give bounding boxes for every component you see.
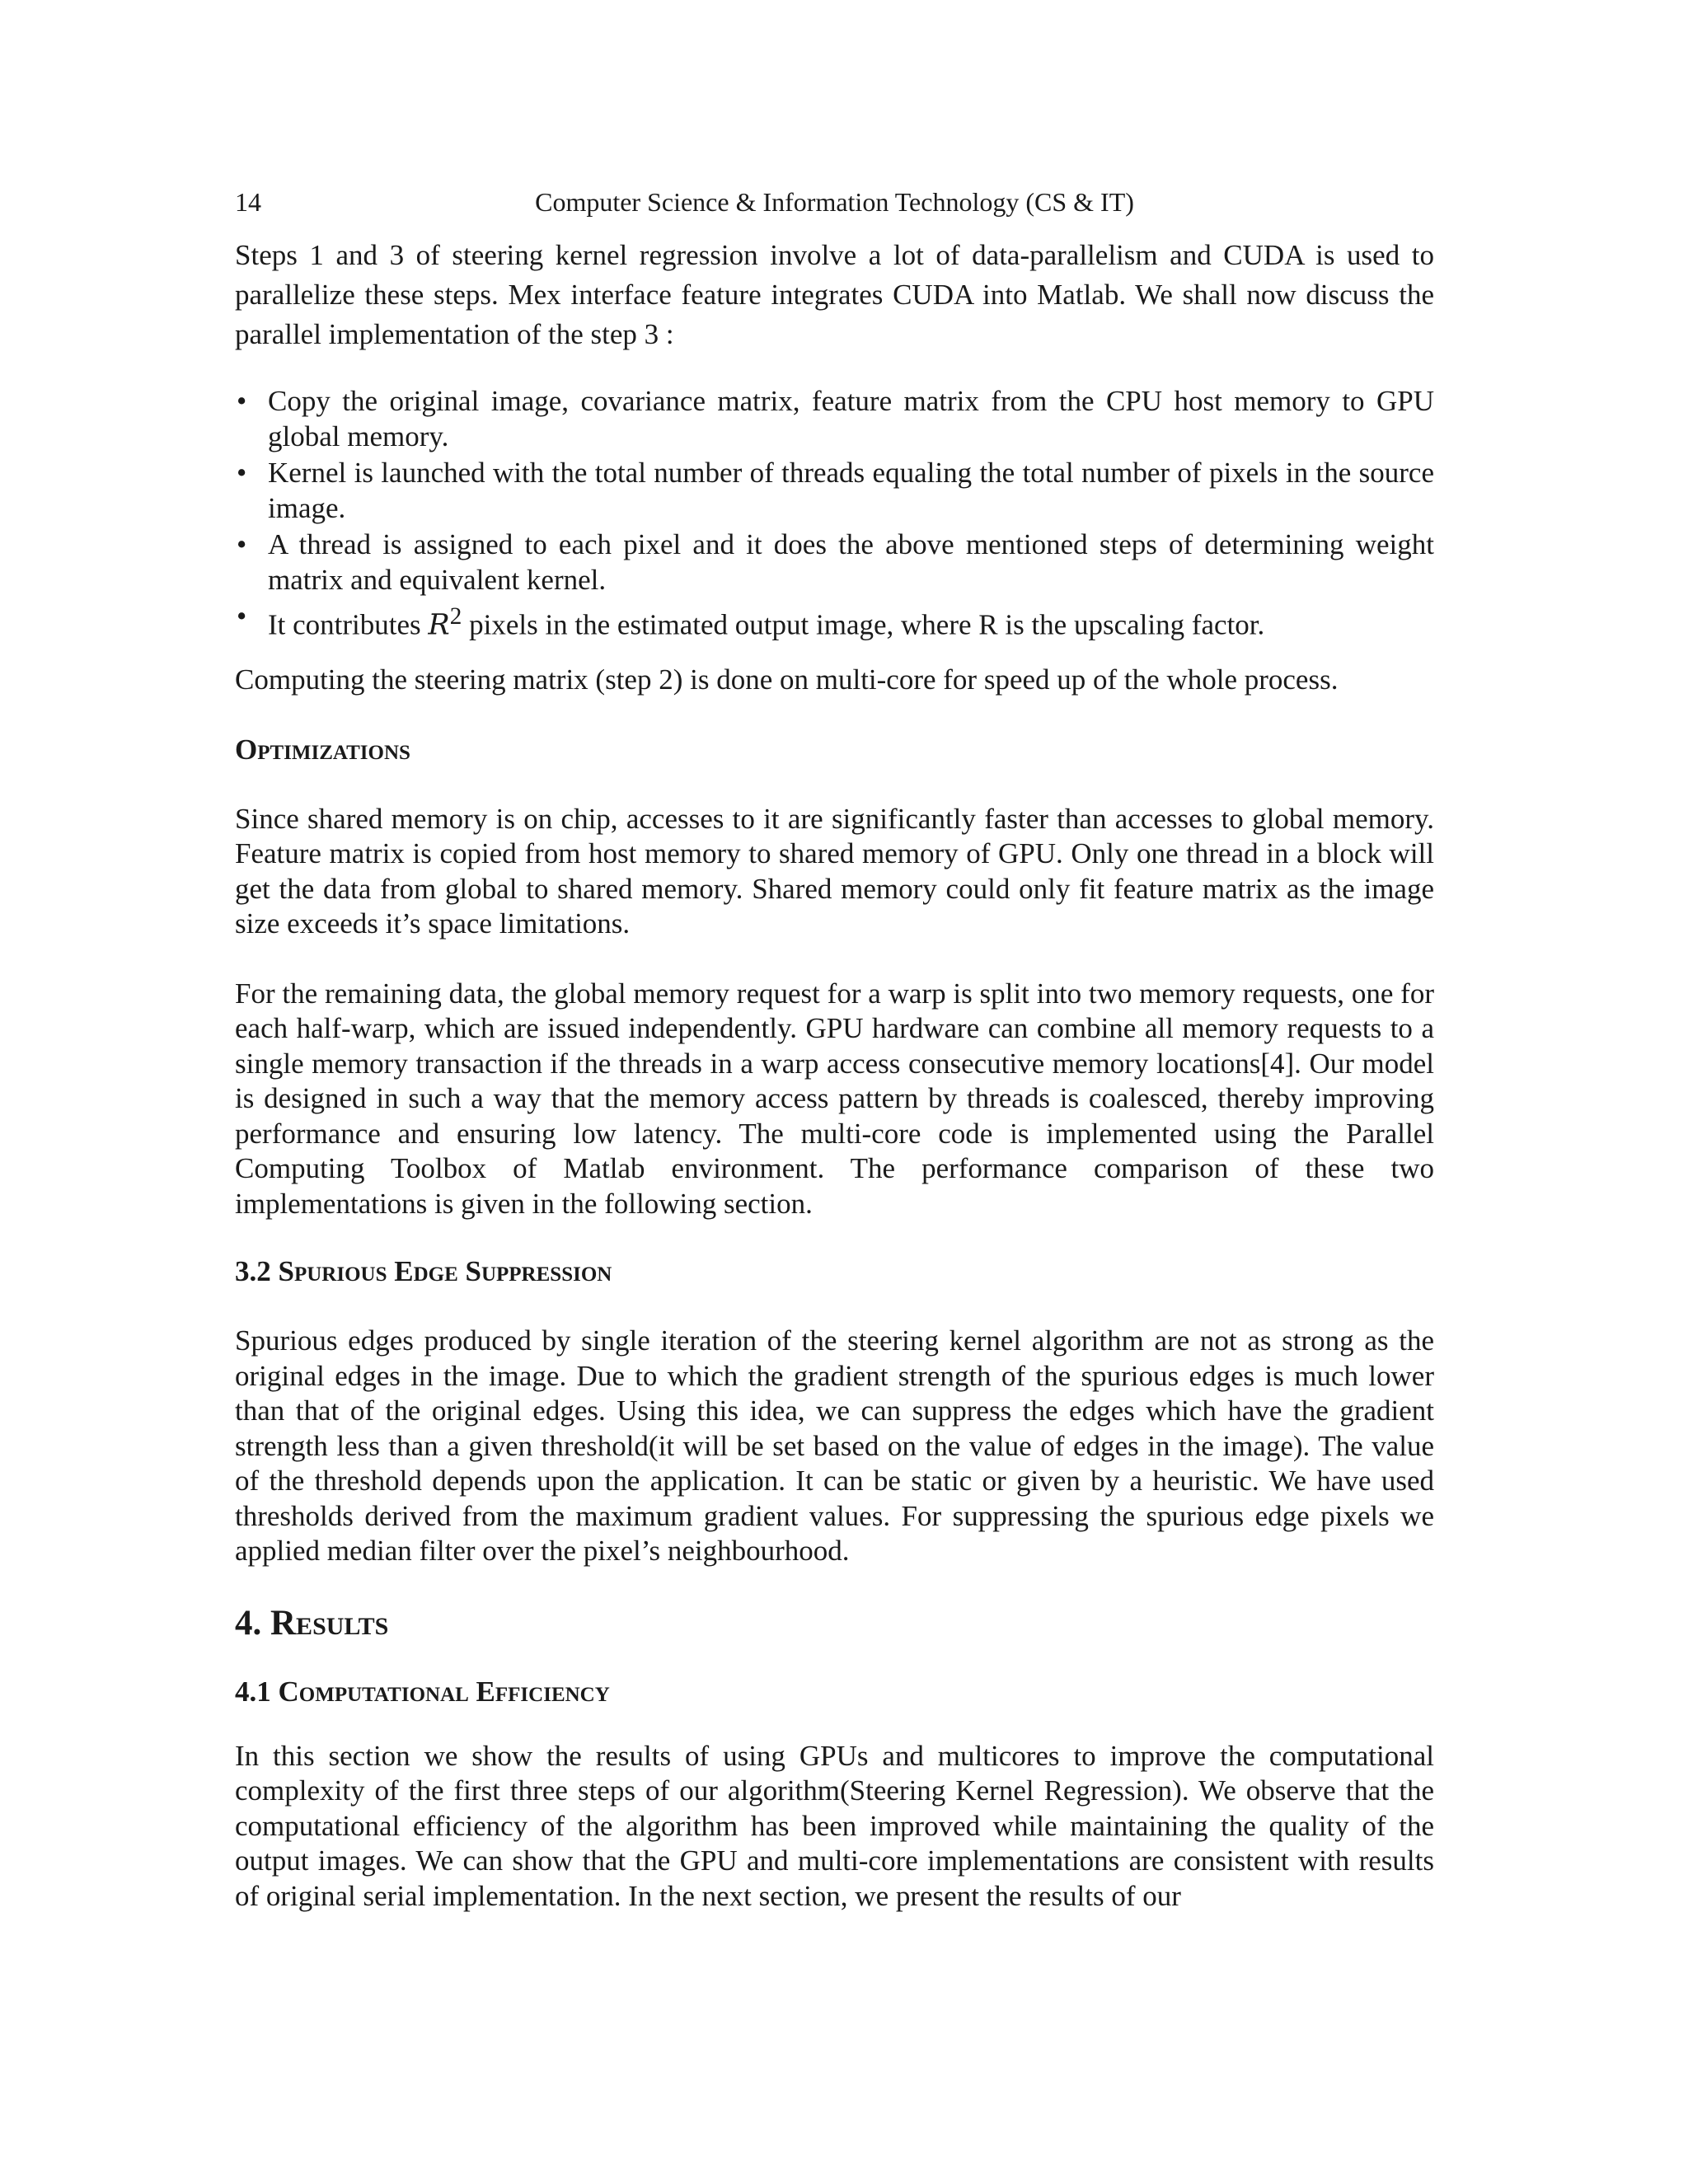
list-item-text: A thread is assigned to each pixel and it does the above mentioned steps of determining weight matrix and equivalent kernel.: [268, 528, 1434, 596]
page-number: 14: [235, 187, 261, 217]
bullet-icon: •: [237, 600, 247, 632]
list-item-text: Kernel is launched with the total number of threads equaling the total number of pixels in the source image.: [268, 457, 1434, 524]
paragraph: Since shared memory is on chip, accesses to it are significantly faster than accesses to global memory. Feature matrix is copied from host memory to shared memory of GPU. Only one thread in a block will get the data from global to shared memory. Shared memory could only fit feature matrix as the image size exceeds it’s space limitations.: [235, 802, 1434, 940]
math-superscript: 2: [449, 603, 462, 630]
bullet-icon: •: [237, 385, 247, 417]
list-item-text: Copy the original image, covariance matrix, feature matrix from the CPU host memory to GPU global memory.: [268, 385, 1434, 452]
journal-title: Computer Science & Information Technology (CS & IT): [535, 187, 1134, 217]
bullet-icon: •: [237, 528, 247, 560]
list-item: [235, 456, 1434, 526]
list-item-text-after: pixels in the estimated output image, where R is the upscaling factor.: [462, 608, 1265, 641]
paper-page: [235, 183, 1434, 1914]
section-heading-spurious-edge: 3.2 Spurious Edge Suppression: [235, 1255, 612, 1288]
running-header: [235, 183, 1434, 221]
list-item-text-before: It contributes: [268, 608, 429, 641]
bullet-icon: •: [237, 457, 247, 489]
implementation-steps-list: [235, 384, 1434, 643]
paragraph: For the remaining data, the global memory request for a warp is split into two memory requests, one for each half-warp, which are issued independently. GPU hardware can combine all memory requests to a single memory transaction if the threads in a warp access consecutive memory locations[4]. Our model is designed in such a way that the memory access pattern by threads is coalesced, thereby improving performance and ensuring low latency. The multi-core code is implemented using the Parallel Computing Toolbox of Matlab environment. The performance comparison of these two implementations is given in the following section.: [235, 977, 1434, 1220]
math-variable: R: [428, 608, 450, 642]
section-heading-computational-efficiency: 4.1 Computational Efficiency: [235, 1675, 610, 1708]
closing-paragraph: Computing the steering matrix (step 2) is done on multi-core for speed up of the whole process.: [235, 663, 1339, 696]
intro-paragraph: Steps 1 and 3 of steering kernel regression involve a lot of data-parallelism and CUDA is used to parallelize these steps. Mex interface feature integrates CUDA into Matlab. We shall now discuss the parallel implementation of the step 3 :: [235, 239, 1434, 350]
list-item: [235, 527, 1434, 598]
section-heading-optimizations: Optimizations: [235, 733, 410, 766]
paragraph: Spurious edges produced by single iteration of the steering kernel algorithm are not as strong as the original edges in the image. Due to which the gradient strength of the spurious edges is much lower than that of the original edges. Using this idea, we can suppress the edges which have the gradient strength less than a given threshold(it will be set based on the value of edges in the image). The value of the threshold depends upon the application. It can be static or given by a heuristic. We have used thresholds derived from the maximum gradient values. For suppressing the spurious edge pixels we applied median filter over the pixel’s neighbourhood.: [235, 1324, 1434, 1568]
section-heading-results: 4. Results: [235, 1603, 389, 1643]
list-item: [235, 384, 1434, 454]
paragraph: In this section we show the results of using GPUs and multicores to improve the computational complexity of the first three steps of our algorithm(Steering Kernel Regression). We observe that the computational efficiency of the algorithm has been improved while maintaining the quality of the output images. We can show that the GPU and multi-core implementations are consistent with results of original serial implementation. In the next section, we present the results of our: [235, 1739, 1434, 1912]
list-item: [235, 599, 1434, 643]
